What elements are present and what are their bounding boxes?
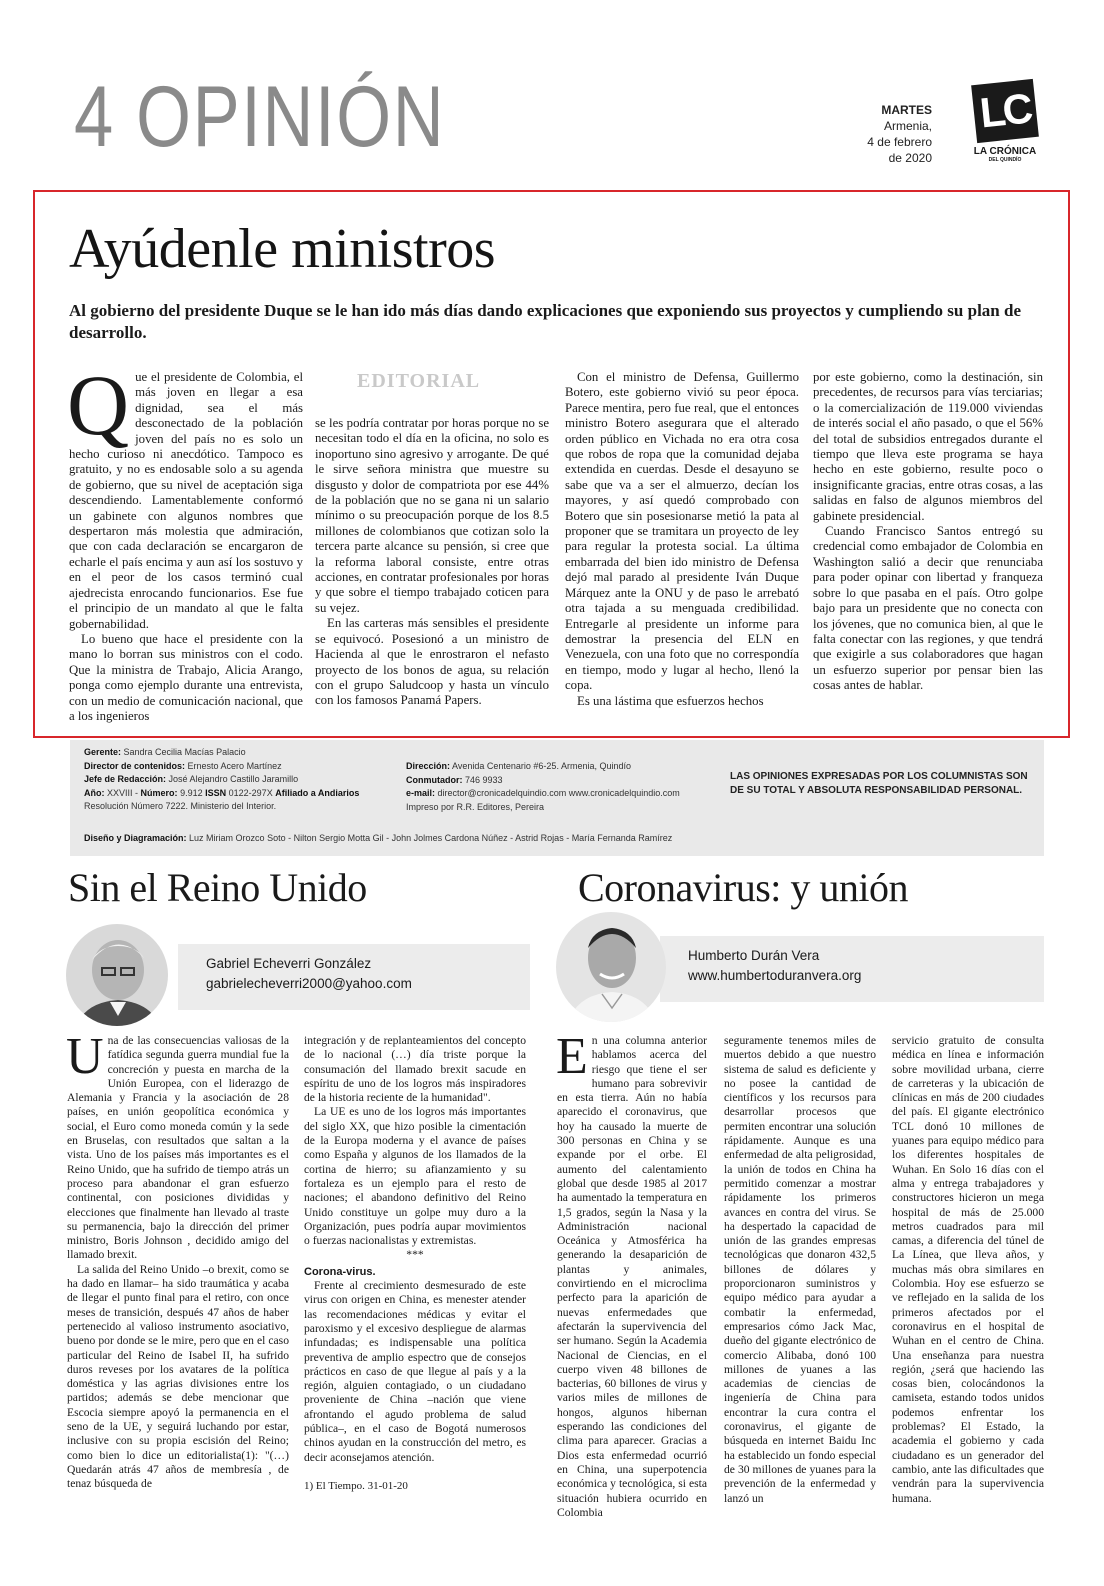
staff-value: 0122-297X <box>228 787 273 798</box>
author-portrait-icon <box>556 912 666 1022</box>
editorial-label: EDITORIAL <box>357 370 481 392</box>
logo-mark: LC <box>971 79 1039 143</box>
staff-value: Ernesto Acero Martínez <box>187 760 282 771</box>
staff-resolution: Resolución Número 7222. Ministerio del Interior. <box>84 801 277 811</box>
author-portrait-icon <box>66 924 168 1026</box>
date-date: 4 de febrero <box>867 135 932 149</box>
editorial-column-4 <box>813 370 1043 694</box>
subhead: Corona-virus. <box>304 1265 376 1278</box>
editorial-paragraph: Es una lástima que esfuerzos hechos <box>577 693 764 708</box>
staff-printer: Impreso por R.R. Editores, Pereira <box>406 801 545 812</box>
staff-affiliation: Afiliado a Andiarios <box>275 787 360 798</box>
staff-key: Conmutador: <box>406 774 463 785</box>
staff-value: XXVIII - <box>107 787 139 798</box>
author-email-link[interactable]: gabrielecheverri2000@yahoo.com <box>206 976 412 991</box>
avatar-right <box>556 912 666 1022</box>
staff-column-1 <box>84 746 359 814</box>
editorial-paragraph: por este gobierno, como la destinación, sin precedentes, de recursos para vías terciarias; o la comercialización de 119.000 viviendas de interés social el año pasado, o que el 56% del total de subsidios entregados durante el tiempo que lleva este programa se haya hecho en este gobierno, resulte poco o insignificante gracias, entre otras cosas, a las salidas en falso de algunos miembros del gabinete presidencial. <box>813 370 1043 523</box>
editorial-paragraph: se les podría contratar por horas porque no se necesitan todo el día en la oficina, no solo es inoportuno sino agresivo y arrogante. De qué le sirve señora ministra que muestre su disgusto y dolor de compatriota por ese 44% de la población que no se gana ni un salario mínimo o su preocupación porque de los 8.5 millones de colombianos que cotizan solo la tercera parte alcance su pensión, si cree que la reforma laboral consiste, entre otras acciones, en contratar profesionales por horas y que sobre el tiempo trabajado coticen para su vejez. <box>315 416 549 615</box>
avatar-left <box>66 924 168 1026</box>
dropcap: U <box>66 1028 104 1085</box>
page-header <box>70 69 1050 182</box>
editorial-dropcap: Q <box>67 357 130 453</box>
left-column-1 <box>66 1028 289 1492</box>
editorial-paragraph: Cuando Francisco Santos entregó su credencial como embajador de Colombia en Washington salió a decir que renunciaba para poder opinar con libertad y franqueza sobre lo que pasaba en el país. Otro golpe bajo para un presidente que no conecta con los jóvenes, que no comunica bien, al que le falta conectar con las regiones, y que tendrá que exigirle a sus colaboradores que hagan un esfuerzo superior por pensar bien las cosas antes de hablar. <box>813 524 1043 693</box>
column-title-right: Coronavirus: y unión <box>578 865 908 910</box>
left-column-2 <box>304 1034 526 1493</box>
staff-key: Director de contenidos: <box>84 760 186 771</box>
editorial-paragraph: En las carteras más sensibles el presidente se equivocó. Posesionó a un ministro de Hacienda al que le enrostraron el nefasto proyecto de los bonos de agua, su relación con el grupo Saludcoop y hasta un vínculo con los famosos Panamá Papers. <box>315 616 549 708</box>
staff-key: Diseño y Diagramación: <box>84 833 187 843</box>
author-website-link[interactable]: www.humbertoduranvera.org <box>688 968 862 983</box>
right-column-1 <box>556 1028 707 1520</box>
staff-value: José Alejandro Castillo Jaramillo <box>168 774 299 784</box>
right-column-2 <box>724 1034 876 1506</box>
staff-email-link[interactable]: director@cronicadelquindio.com www.cronicadelquindio.com <box>437 788 680 798</box>
editorial-paragraph: Con el ministro de Defensa, Guillermo Botero, este gobierno vivió su peor época. Parece mentira, pero fue real, que el entonces ministro Botero asegurara que el alterado orden público en Vichada no era otra cosa que robos de ropa que la comunidad dejaba extendida en cuerdas. Desde el desayuno se sabe que va a ser el almuerzo, decían los mayores, y así quedó comprobado con Botero que sin posesionarse metió la pata al proponer que se tramitara un proyecto de ley para regular la protesta social. La última embarrada del bien ido ministro de Defensa dejó mal parado al presidente Iván Duque Márquez ante la ONU y de paso le arrebató otra tajada a su menguada credibilidad. Entregarle al presidente un informe para demostrar la presencia del ELN en Venezuela, con una foto que no correspondía en tiempo, modo y lugar al hecho, llenó la copa. <box>565 370 799 693</box>
editorial-lead: Al gobierno del presidente Duque se le han ido más días dando explicaciones que exponiendo sus proyectos y cumpliendo su plan de desarrollo. <box>69 301 1021 342</box>
staff-value: Avenida Centenario #6-25. Armenia, Quindío <box>452 761 631 771</box>
editorial-column-3 <box>565 370 799 709</box>
staff-key: ISSN <box>205 787 227 798</box>
staff-key: Jefe de Redacción: <box>84 774 167 784</box>
dropcap: E <box>556 1028 588 1085</box>
article-paragraph: integración y de replanteamientos del concepto de lo nacional (…) día triste porque la consumación del llamado brexit sacude en espíritu de uno de los logros más inspiradores de la historia reciente de la humanidad". <box>304 1034 526 1105</box>
editorial-column-1 <box>67 357 303 724</box>
author-name: Gabriel Echeverri González <box>206 956 372 971</box>
date-city: Armenia, <box>883 119 932 133</box>
right-column-3 <box>892 1034 1044 1506</box>
logo-name: LA CRÓNICA <box>973 146 1037 157</box>
staff-key: Gerente: <box>84 747 122 757</box>
column-title-left: Sin el Reino Unido <box>68 865 367 910</box>
masthead-staff-box <box>70 740 1044 856</box>
article-paragraph: seguramente tenemos miles de muertos debido a que nuestro sistema de salud es deficiente y no posee la cantidad de científicos y los recursos para desarrollar procesos que permiten encontrar una solución rápidamente. Aunque es una enfermedad de alta peligrosidad, la unión de todos en China ha permitido comenzar a mostrar rápidamente los primeros avances en contra del virus. Se ha despertado la capacidad de unión de las grandes empresas tecnológicas que donaron 432,5 billones de dólares y proporcionaron suministros y equipo médico para ayudar a combatir la enfermedad, empresarios cómo Jack Mac, dueño del gigante electrónico de comercio Alibaba, donó 100 millones de yuanes a las academias de ciencias de ingeniería de China para encontrar la cura contra el coronavirus, el gigante de búsqueda en internet Baidu Inc ha establecido un fondo especial de 30 millones de yuanes para la prevención de la enfermedad y lanzó un <box>724 1034 876 1505</box>
staff-column-2 <box>406 760 680 814</box>
byline-right <box>660 936 1044 1002</box>
design-credits <box>84 832 672 846</box>
editorial-box <box>33 190 1070 738</box>
editorial-column-2 <box>315 416 549 709</box>
section-separator: *** <box>406 1248 424 1262</box>
staff-key: Dirección: <box>406 761 451 771</box>
article-paragraph: servicio gratuito de consulta médica en línea e información sobre movilidad urbana, cierre de carreteras y la ubicación de clínicas en más de 200 ciudades del país. El gigante electrónico TCL donó 10 millones de yuanes para equipo médico para los diferentes hospitales de Wuhan. En Solo 16 días con el alma y entrega trabajadores y constructores hicieron un mega hospital de más de 25.000 metros cuadrados para mil camas, a diferencia del túnel de La Línea, que lleva años, y muchas más obra similares en Colombia. Hoy ese esfuerzo se ve reflejado en la salida de los primeros afectados por el coronavirus en el hospital de Wuhan en el centro de China. Una enseñanza para nuestra región, ¿será que haciendo las cosas bien, colocándonos la camiseta, estando todos unidos podemos enfrentar los problemas? El Estado, la academia el gobierno y cada ciudadano es un generador del cambio, ante las dificultades que vendrán para la supervivencia humana. <box>892 1034 1044 1505</box>
article-paragraph: na de las consecuencias valiosas de la fatídica segunda guerra mundial fue la concreción y puesta en marcha de la Unión Europea, con el liderazgo de Alemania y Francia y la asociación de 28 países, en unión geopolítica económica y social, el Euro como moneda común y la sede en Bruselas, con resultados que saltan a la vista. Uno de los países más importantes es el Reino Unido, que ha sufrido de tiempo atrás un proceso para abandonar el gran esfuerzo continental, con posiciones divididas y elecciones que finalmente han llevado al traste su permanencia, bajo la dirección del primer ministro, Boris Johnson , decidido amigo del llamado brexit. <box>67 1034 289 1262</box>
byline-left <box>178 944 530 1010</box>
section-title: 4 OPINIÓN <box>74 69 446 165</box>
article-paragraph: La UE es uno de los logros más importantes del siglo XX, que hizo posible la cimentación de la Europa moderna y el avance de países como España y algunos de los llamados de la cortina de hierro; su afianzamiento y su fortaleza es un ejemplo para el resto de naciones; el abandono definitivo del Reino Unido constituye un golpe muy duro a la Organización, pues podría aupar movimientos o fuerzas nacionalistas y extremistas. <box>304 1105 526 1248</box>
staff-value: Sandra Cecilia Macías Palacio <box>123 747 246 757</box>
footnote: 1) El Tiempo. 31-01-20 <box>304 1479 408 1492</box>
staff-key: Número: <box>140 787 178 798</box>
article-paragraph: La salida del Reino Unido –o brexit, como se ha dado en llamar– ha sido traumática y acaba de llegar el punto final para el retiro, con once meses de transición, después 47 años de haber pertenecido al valioso instrumento asociativo, bueno por donde se le mire, pero que en el caso particular del Reino de Isabel II, ha sufrido duros reveses por los avatares de la política doméstica y las agrias divisiones entre los partidos; además se debe mencionar que Escocia siempre apoyó la permanencia en el seno de la UE, y seguirá luchando por estar, inclusive con su propia escisión del Reino; como bien lo dice un editorialista(1): "(…) Quedarán atrás 47 años de membresía , de tenaz búsqueda de <box>67 1262 289 1491</box>
editorial-paragraph: Lo bueno que hace el presidente con la mano lo borran sus ministros con el codo. Que la ministra de Trabajo, Alicia Arango, ponga como ejemplo durante una entrevista, con un medio de comunicación nacional, que a los ingenieros <box>69 631 303 723</box>
staff-value: Luz Miriam Orozco Soto - Nilton Sergio Motta Gil - John Jolmes Cardona Núñez - Astrid Rojas - María Fernanda Ramírez <box>189 833 673 843</box>
editorial-paragraph: ue el presidente de Colombia, el más joven en llegar a esa dignidad, sea el más desconectado de la población joven del país no es solo un hecho curioso ni anecdótico. Tampoco es gratuito, y no es endosable solo a su agenda de gobierno, que su nivel de aceptación siga descendiendo. Lamentablemente conformó un gabinete con algunos nombres que despertaron más molestia que admiración, que con cada declaración se encargaron de echarle el país encima y aun así los sostuvo y en el peor de los casos terminó cual ajedrecista enrocando funcionarios. Ese fue el principio de un mandato al que le falta gobernabilidad. <box>69 370 303 631</box>
article-paragraph: n una columna anterior hablamos acerca del riesgo que tiene el ser humano para sobrevivir en esta tierra. Aún no había aparecido el coronavirus, que hoy ha causado la muerte de 300 personas en China y se expande por el orbe. El aumento del calentamiento global que desde 1985 al 2017 ha aumentado la temperatura en 1,5 grados, según la Nasa y la Administración nacional Oceánica y Atmosférica ha generando la desaparición de plantas y animales, convirtiendo en el microclima perfecto para la aparición de nuevas enfermedades que afectarán la supervivencia del ser humano. Según la Academia Nacional de Ciencias, en el cuerpo viven 48 billones de bacterias, 60 billones de virus y varios miles de millones de hongos, algunos hibernan esperando las condiciones del clima para aparecer. Gracias a Dios esta enfermedad ocurrió en China, una superpotencia económica y tecnológica, si esta situación hubiera ocurrido en Colombia <box>557 1034 707 1519</box>
article-paragraph: Frente al crecimiento desmesurado de este virus con origen en China, es menester atender las recomendaciones médicas y evitar el paroxismo y el excesivo despliegue de alarmas infundadas; es indispensable una política preventiva de amplio espectro que de consejos prácticos en caso de que llegue al país y a la región, alguien contagiado, o un ciudadano proveniente de China –nación que viene afrontando el agudo problema de salud pública–, en el caso de Bogotá numerosos chinos ayudan en la construcción del metro, es decir aconsejamos atención. <box>304 1279 526 1464</box>
staff-value: 9.912 <box>180 787 203 798</box>
author-name: Humberto Durán Vera <box>688 948 820 963</box>
logo-sub: DEL QUINDÍO <box>988 157 1022 163</box>
newspaper-logo[interactable] <box>970 82 1040 172</box>
date-day: MARTES <box>881 103 932 117</box>
opinion-disclaimer: LAS OPINIONES EXPRESADAS POR LOS COLUMNISTAS SON DE SU TOTAL Y ABSOLUTA RESPONSABILIDAD PERSONAL. <box>730 771 1028 796</box>
staff-key: Año: <box>84 787 105 798</box>
editorial-title: Ayúdenle ministros <box>69 218 496 280</box>
date-year: de 2020 <box>888 151 932 165</box>
date-block <box>867 102 932 166</box>
staff-key: e-mail: <box>406 788 436 798</box>
staff-value: 746 9933 <box>465 774 503 785</box>
